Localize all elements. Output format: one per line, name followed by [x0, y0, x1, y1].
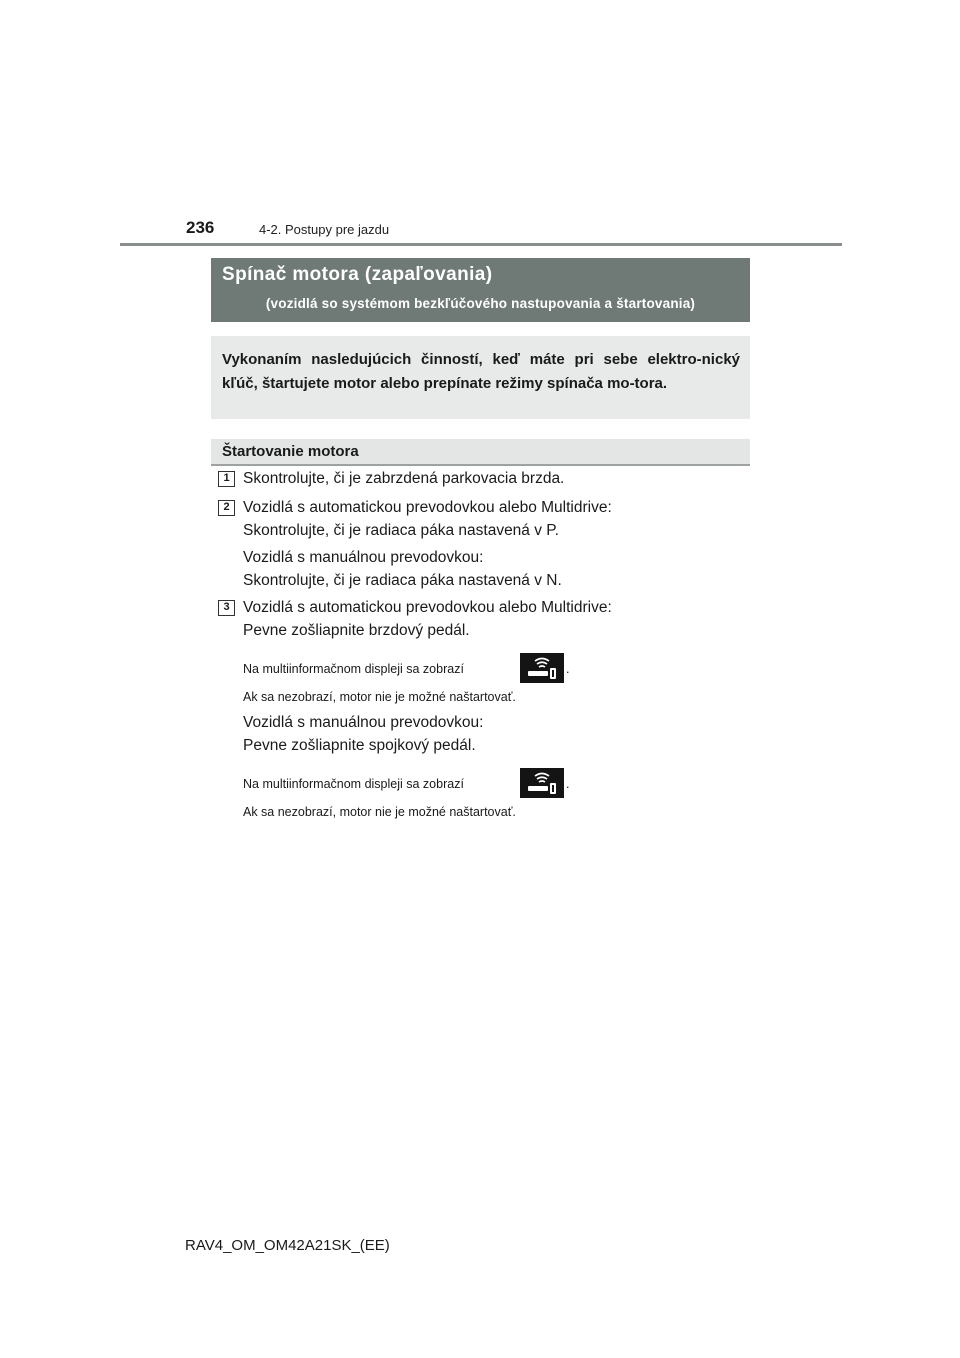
step-3-line-1: Vozidlá s automatickou prevodovkou alebo Multidrive:: [243, 599, 612, 616]
section-heading: [211, 439, 750, 466]
step-number-1: 1: [218, 471, 235, 487]
running-header: 4-2. Postupy pre jazdu: [259, 222, 390, 237]
smart-key-indicator-icon: [520, 768, 564, 798]
smart-key-indicator-icon: [520, 653, 564, 683]
page-number: 236: [186, 218, 215, 237]
note-display-2-end: .: [566, 777, 570, 791]
step-2-line-4: Skontrolujte, či je radiaca páka nastavená v N.: [243, 572, 562, 589]
step-2-line-3: Vozidlá s manuálnou prevodovkou:: [243, 549, 484, 566]
intro-text: Vykonaním nasledujúcich činností, keď máte pri sebe elektro-nický kľúč, štartujete motor alebo prepínate režimy spínača mo-tora.: [222, 351, 740, 392]
step-2-line-1: Vozidlá s automatickou prevodovkou alebo Multidrive:: [243, 499, 612, 516]
step-1-line: Skontrolujte, či je zabrzdená parkovacia brzda.: [243, 470, 565, 487]
step-3-line-3: Vozidlá s manuálnou prevodovkou:: [243, 714, 484, 731]
intro-box: [211, 336, 750, 419]
step-3-line-4: Pevne zošliapnite spojkový pedál.: [243, 737, 476, 754]
title-banner: [211, 258, 750, 322]
note-warning-1: Ak sa nezobrazí, motor nie je možné naštartovať.: [243, 690, 516, 704]
note-display-1-end: .: [566, 662, 570, 676]
section-heading-text: Štartovanie motora: [222, 443, 359, 460]
note-display-2: Na multiinformačnom displeji sa zobrazí: [243, 777, 464, 791]
step-3-line-2: Pevne zošliapnite brzdový pedál.: [243, 622, 470, 639]
page-subtitle: (vozidlá so systémom bezkľúčového nastupovania a štartovania): [265, 296, 696, 311]
step-number-3: 3: [218, 600, 235, 616]
page-title: Spínač motora (zapaľovania): [222, 264, 493, 285]
note-warning-2: Ak sa nezobrazí, motor nie je možné naštartovať.: [243, 805, 516, 819]
header-divider: [120, 243, 842, 246]
step-number-2: 2: [218, 500, 235, 516]
footer-document-code: RAV4_OM_OM42A21SK_(EE): [185, 1237, 390, 1254]
note-display-1: Na multiinformačnom displeji sa zobrazí: [243, 662, 464, 676]
step-2-line-2: Skontrolujte, či je radiaca páka nastavená v P.: [243, 522, 559, 539]
